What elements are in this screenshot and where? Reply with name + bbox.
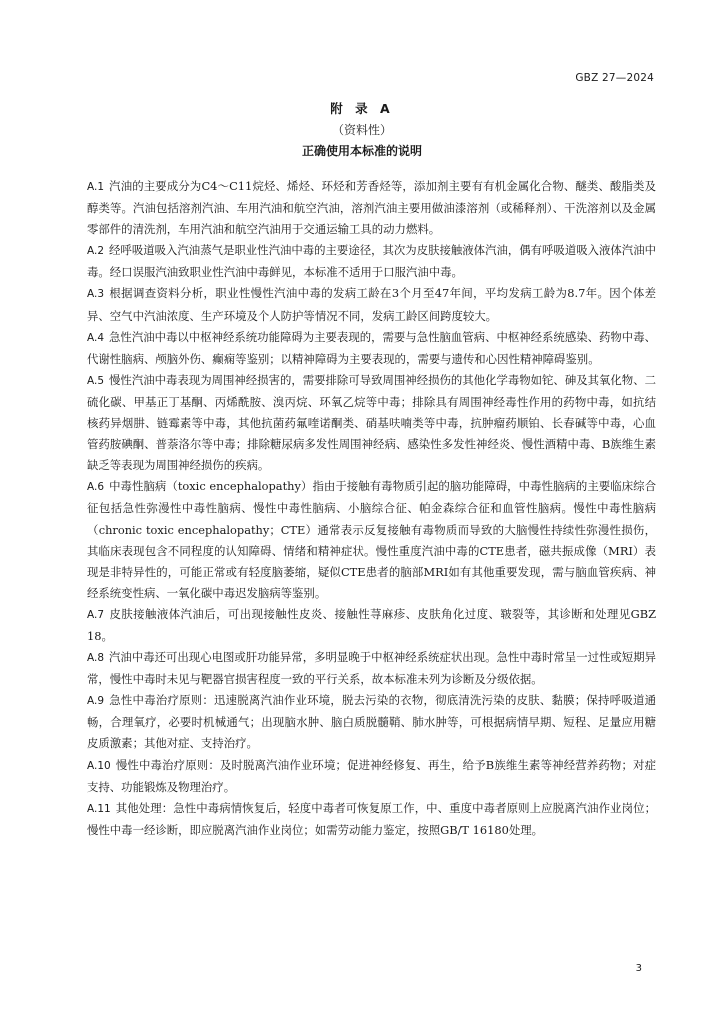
- clause-text: 根据调查资料分析，职业性慢性汽油中毒的发病工龄在3个月至47年间，平均发病工龄为8.7年。因个体差异、空气中汽油浓度、生产环境及个人防护等情况不同，发病工龄区间跨度较大。: [87, 286, 656, 323]
- annex-name: 正确使用本标准的说明: [301, 144, 422, 158]
- clause-text: 汽油的主要成分为C4～C11烷烃、烯烃、环烃和芳香烃等，添加剂主要有有机金属化合物、醚类、酸脂类及醇类等。汽油包括溶剂汽油、车用汽油和航空汽油，溶剂汽油主要用做油漆溶剂（或稀释剂）、干洗溶剂以及金属零部件的清洗剂，车用汽油和航空汽油用于交通运输工具的动力燃料。: [87, 179, 656, 237]
- standard-code: GBZ 27—2024: [575, 72, 654, 84]
- clause-number: A.4: [87, 331, 105, 344]
- clause-text: 慢性汽油中毒表现为周围神经损害的，需要排除可导致周围神经损伤的其他化学毒物如铊、砷及其氧化物、二硫化碳、甲基正丁基酮、丙烯酰胺、溴丙烷、环氧乙烷等中毒；排除具有周围神经毒性作用的药物中毒，如抗结核药异烟肼、链霉素等中毒，其他抗菌药氟喹诺酮类、硝基呋喃类等中毒，抗肿瘤药顺铂、长春碱等中毒，心血管药胺碘酮、普萘洛尔等中毒；排除糖尿病多发性周围神经病、感染性多发性神经炎、慢性酒精中毒、B族维生素缺乏等表现为周围神经损伤的疾病。: [87, 372, 656, 473]
- clause-a4: [87, 327, 656, 370]
- clause-text: 经呼吸道吸入汽油蒸气是职业性汽油中毒的主要途径，其次为皮肤接触液体汽油，偶有呼吸道吸入液体汽油中毒。经口误服汽油致职业性汽油中毒鲜见，本标准不适用于口服汽油中毒。: [87, 243, 656, 280]
- clause-a7: [87, 604, 656, 647]
- clause-number: A.8: [87, 652, 105, 665]
- page-number: 3: [635, 963, 642, 974]
- clause-text: 急性汽油中毒以中枢神经系统功能障碍为主要表现的，需要与急性脑血管病、中枢神经系统感染、药物中毒、代谢性脑病、颅脑外伤、癫痫等鉴别；以精神障碍为主要表现的，需要与遗传和心因性精神障碍鉴别。: [87, 329, 656, 366]
- clause-text: 皮肤接触液体汽油后，可出现接触性皮炎、接触性荨麻疹、皮肤角化过度、皲裂等，其诊断和处理见GBZ 18。: [87, 606, 656, 643]
- clause-a9: [87, 690, 656, 754]
- clause-number: A.10: [87, 759, 111, 772]
- clause-a6: [87, 476, 656, 604]
- annex-title: 附 录 A: [330, 101, 394, 116]
- clause-text: 其他处理：急性中毒病情恢复后，轻度中毒者可恢复原工作，中、重度中毒者原则上应脱离汽油作业岗位；慢性中毒一经诊断，即应脱离汽油作业岗位；如需劳动能力鉴定，按照GB/T 16180处理。: [87, 800, 656, 837]
- annex-body: [87, 176, 656, 841]
- clause-a3: [87, 283, 656, 326]
- clause-number: A.9: [87, 695, 105, 708]
- clause-a2: [87, 240, 656, 283]
- clause-number: A.3: [87, 288, 105, 301]
- clause-number: A.6: [87, 481, 105, 494]
- clause-a8: [87, 647, 656, 690]
- clause-text: 急性中毒治疗原则：迅速脱离汽油作业环境，脱去污染的衣物，彻底清洗污染的皮肤、黏膜；保持呼吸道通畅，合理氧疗，必要时机械通气；出现脑水肿、脑白质脱髓鞘、肺水肿等，可根据病情早期、短程、足量应用糖皮质激素；其他对症、支持治疗。: [87, 693, 656, 751]
- clause-text: 中毒性脑病（toxic encephalopathy）指由于接触有毒物质引起的脑功能障碍，中毒性脑病的主要临床综合征包括急性弥漫性中毒性脑病、慢性中毒性脑病、小脑综合征、帕金森综合征和血管性脑病。慢性中毒性脑病（chronic toxic encephalopathy；CTE）通常表示反复接触有毒物质而导致的大脑慢性持续性弥漫性损伤，其临床表现包含不同程度的认知障碍、情绪和精神症状。慢性重度汽油中毒的CTE患者，磁共振成像（MRI）表现是非特异性的，可能正常或有轻度脑萎缩，疑似CTE患者的脑部MRI如有其他重要发现，需与脑血管疾病、神经系统变性病、一氧化碳中毒迟发脑病等鉴别。: [87, 479, 656, 600]
- clause-number: A.5: [87, 374, 105, 387]
- clause-a11: [87, 798, 656, 841]
- annex-type: （资料性）: [331, 123, 392, 137]
- annex-heading: [0, 98, 724, 162]
- clause-number: A.2: [87, 245, 105, 258]
- clause-text: 汽油中毒还可出现心电图或肝功能异常，多明显晚于中枢神经系统症状出现。急性中毒时常呈一过性或短期异常，慢性中毒时未见与靶器官损害程度一致的平行关系，故本标准未列为诊断及分级依据。: [87, 650, 656, 687]
- clause-a10: [87, 755, 656, 798]
- clause-number: A.1: [87, 181, 105, 193]
- clause-number: A.11: [87, 802, 111, 815]
- clause-number: A.7: [87, 608, 105, 621]
- clause-text: 慢性中毒治疗原则：及时脱离汽油作业环境；促进神经修复、再生，给予B族维生素等神经营养药物；对症支持、功能锻炼及物理治疗。: [87, 757, 656, 794]
- clause-a1: [87, 176, 656, 240]
- clause-a5: [87, 370, 656, 476]
